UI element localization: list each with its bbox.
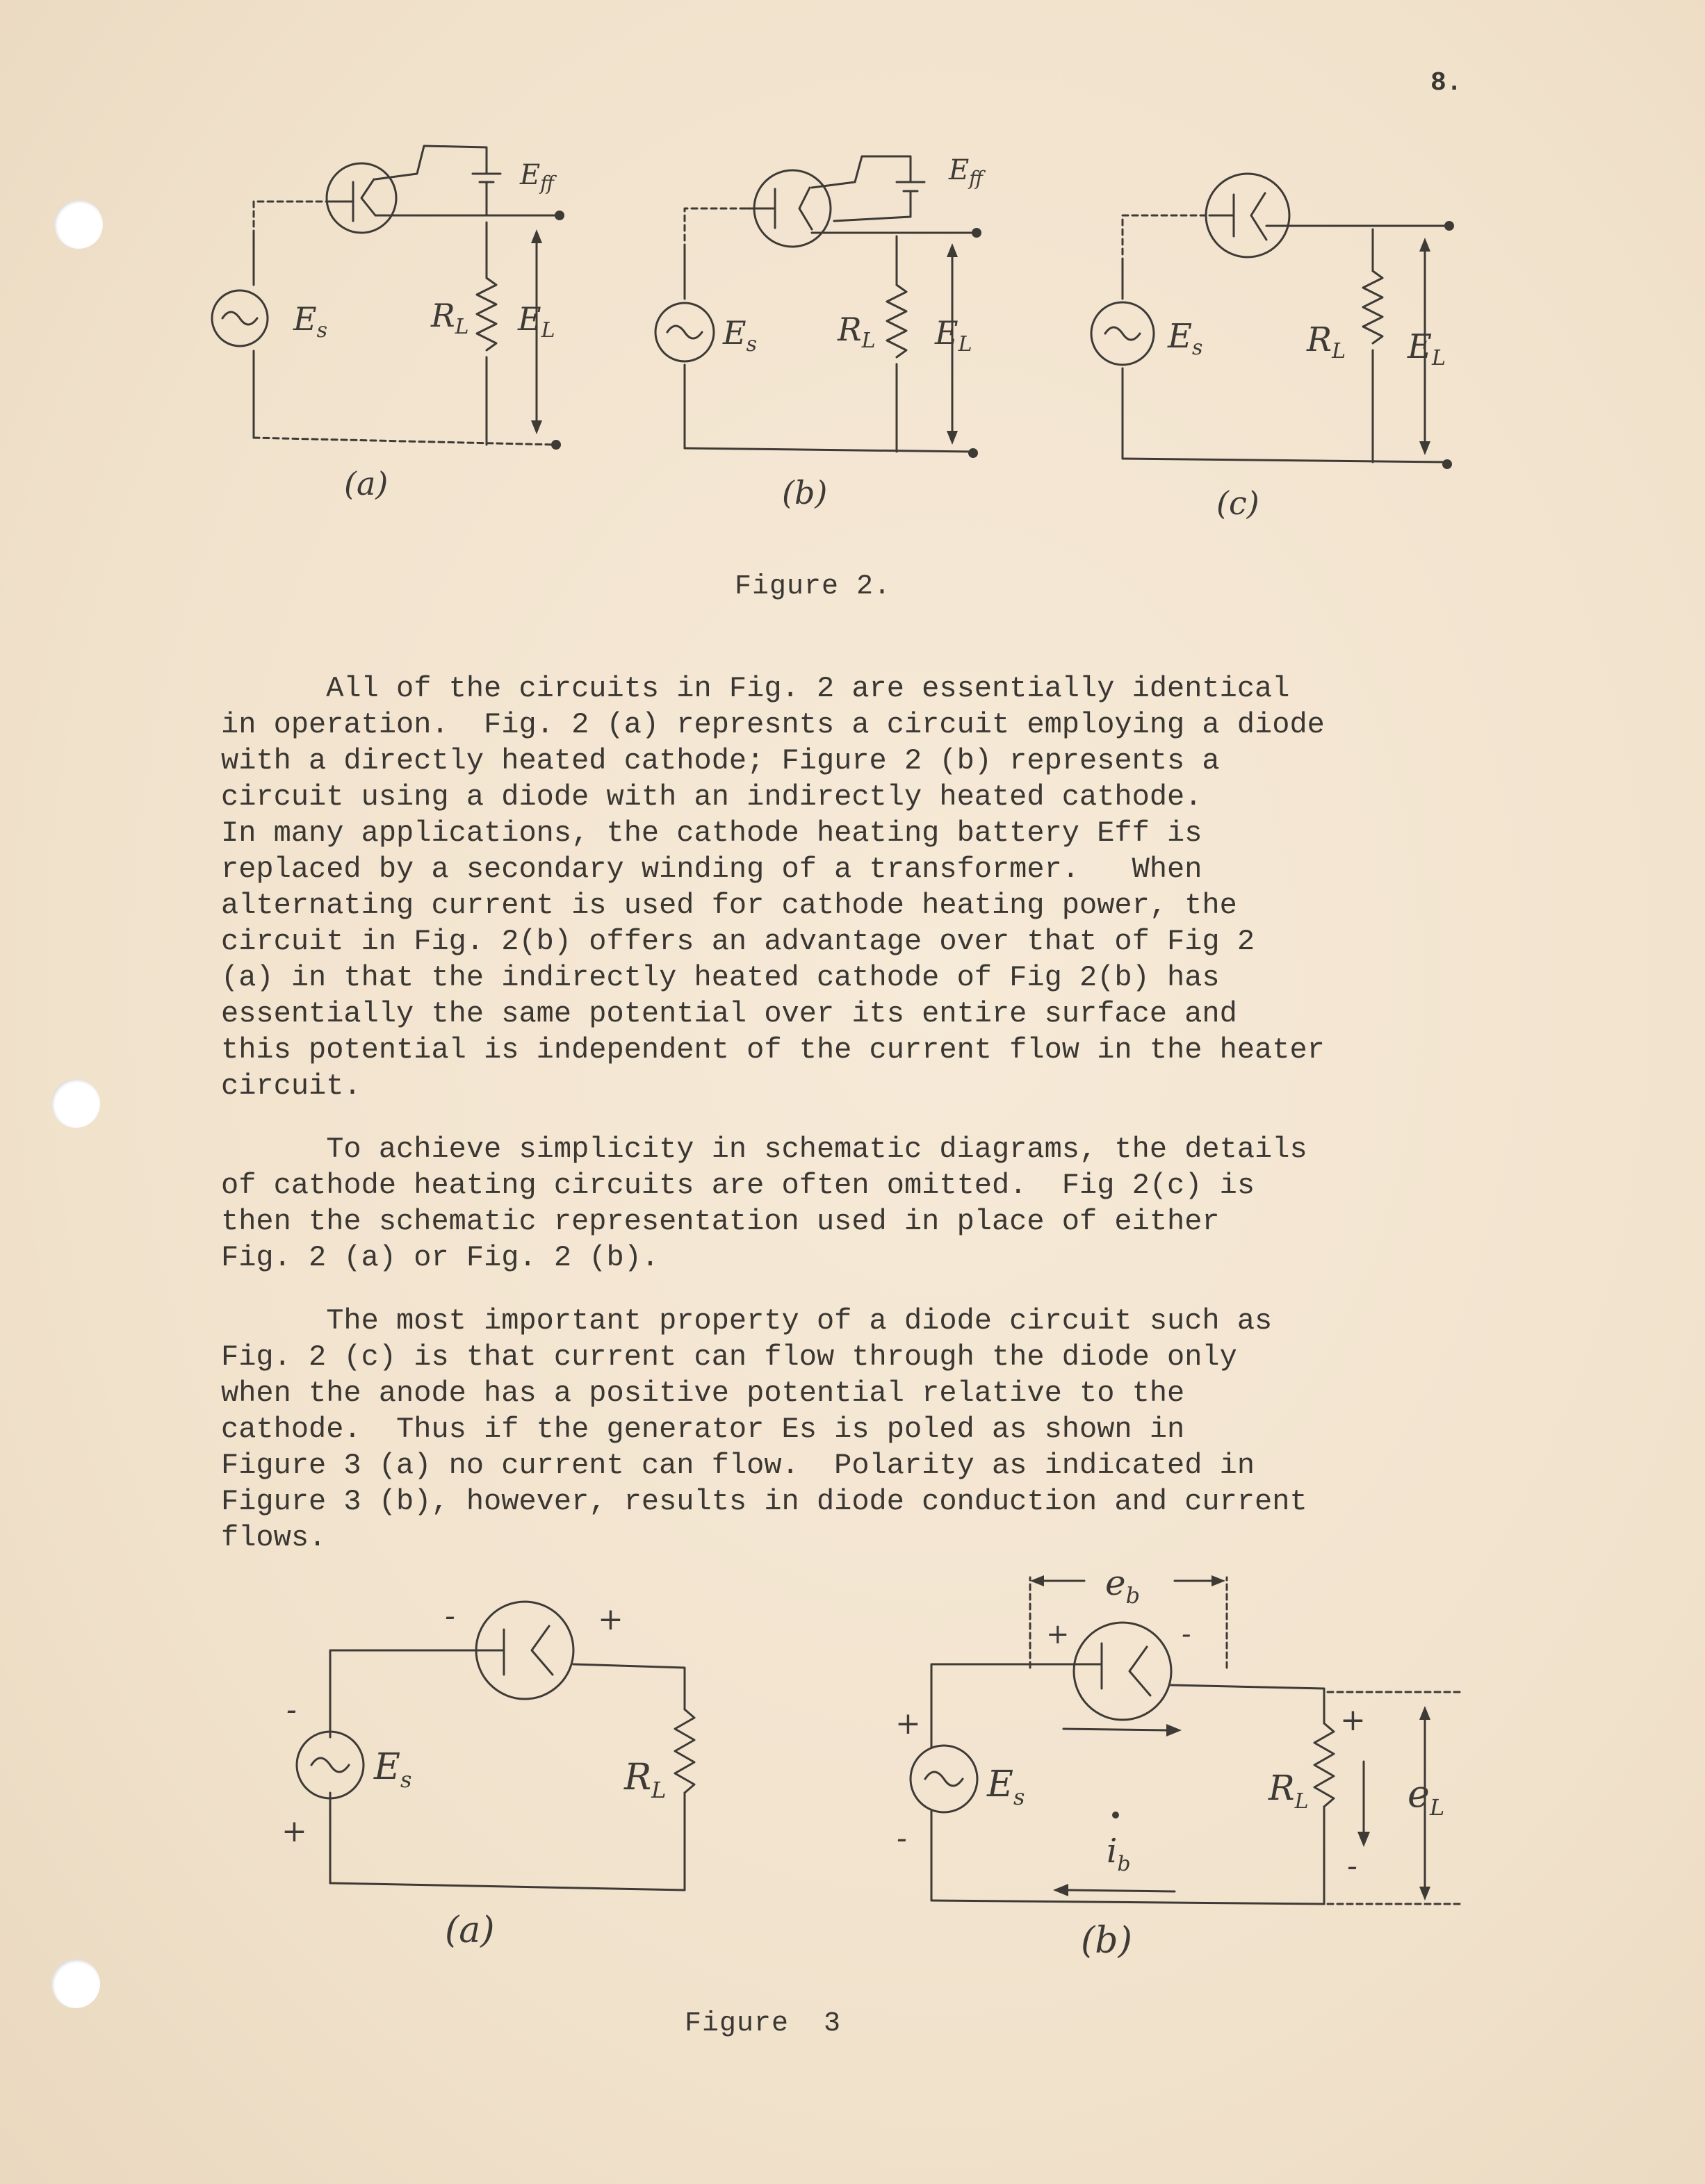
text-line: Figure 3 (a) no current can flow. Polarity as indicated in — [221, 1449, 1255, 1482]
label-load: $R_L$ — [1268, 1768, 1309, 1814]
label-load: $R_L$ — [431, 297, 469, 339]
text-line: replaced by a secondary winding of a transformer. When — [221, 853, 1202, 886]
label-heater: $E_{ff}$ — [520, 159, 555, 195]
sublabel-b: (b) — [1081, 1920, 1132, 1962]
label-output: $e_L$ — [1408, 1772, 1445, 1821]
text-line: (a) in that the indirectly heated cathode of Fig 2(b) has — [221, 961, 1220, 994]
label-source: $E_s$ — [293, 300, 327, 343]
text-line: Fig. 2 (c) is that current can flow through the diode only — [221, 1340, 1237, 1374]
diode-tube-icon — [1074, 1623, 1171, 1720]
label-current: $i_b$ — [1107, 1832, 1131, 1876]
text-line: circuit using a diode with an indirectly heated cathode. — [221, 780, 1202, 814]
text-line: To achieve simplicity in schematic diagrams, the details — [221, 1133, 1307, 1166]
label-output: $E_L$ — [518, 300, 555, 343]
label-load: $R_L$ — [624, 1757, 667, 1803]
label-output: $E_L$ — [1408, 327, 1446, 370]
text-line: alternating current is used for cathode heating power, the — [221, 889, 1237, 922]
label-source: $E_s$ — [723, 314, 757, 356]
figure-3-caption: Figure 3 — [685, 2008, 842, 2039]
text-line: Fig. 2 (a) or Fig. 2 (b). — [221, 1241, 660, 1274]
minus-sign: - — [1182, 1618, 1191, 1650]
sublabel-b: (b) — [782, 474, 828, 511]
text-line: this potential is independent of the current flow in the heater — [221, 1033, 1325, 1067]
label-source: $E_s$ — [374, 1746, 412, 1793]
figure-3a-circuit — [297, 1602, 694, 1890]
page-number: 8. — [1430, 68, 1462, 98]
label-heater: $E_{ff}$ — [949, 154, 984, 190]
label-load: $R_L$ — [838, 311, 876, 353]
text-line: when the anode has a positive potential relative to the — [221, 1377, 1185, 1410]
plus-sign: + — [895, 1706, 921, 1741]
text-line: with a directly heated cathode; Figure 2 (b) represents a — [221, 744, 1220, 778]
minus-sign: - — [1347, 1848, 1357, 1884]
minus-sign: - — [445, 1598, 455, 1634]
text-line: essentially the same potential over its entire surface and — [221, 997, 1237, 1031]
label-source: $E_s$ — [1168, 317, 1203, 360]
sublabel-a: (a) — [445, 1910, 495, 1951]
label-output: $E_L$ — [935, 314, 972, 356]
text-line: All of the circuits in Fig. 2 are essentially identical — [221, 672, 1290, 705]
text-line: then the schematic representation used in place of either — [221, 1205, 1220, 1238]
minus-sign: - — [286, 1692, 297, 1727]
sublabel-c: (c) — [1216, 484, 1259, 522]
plus-sign: + — [1046, 1618, 1070, 1650]
text-line: The most important property of a diode circuit such as — [221, 1304, 1273, 1338]
minus-sign: - — [897, 1821, 907, 1856]
text-line: in operation. Fig. 2 (a) represnts a circuit employing a diode — [221, 708, 1325, 741]
text-line: circuit in Fig. 2(b) offers an advantage over that of Fig 2 — [221, 925, 1255, 958]
figure-2-caption: Figure 2. — [735, 571, 892, 602]
text-line: flows. — [221, 1521, 327, 1554]
text-line: In many applications, the cathode heating battery Eff is — [221, 816, 1202, 850]
plus-sign: + — [1340, 1702, 1366, 1738]
text-line: Figure 3 (b), however, results in diode conduction and current — [221, 1485, 1307, 1518]
text-line: cathode. Thus if the generator Es is poled as shown in — [221, 1413, 1185, 1446]
label-load: $R_L$ — [1307, 320, 1346, 363]
label-source: $E_s$ — [987, 1764, 1025, 1810]
plus-sign: + — [598, 1602, 623, 1637]
sublabel-a: (a) — [344, 465, 389, 502]
plus-sign: + — [282, 1814, 307, 1849]
label-diode-voltage: $e_b$ — [1105, 1563, 1141, 1609]
text-line: of cathode heating circuits are often omitted. Fig 2(c) is — [221, 1169, 1255, 1202]
text-line: circuit. — [221, 1069, 361, 1103]
